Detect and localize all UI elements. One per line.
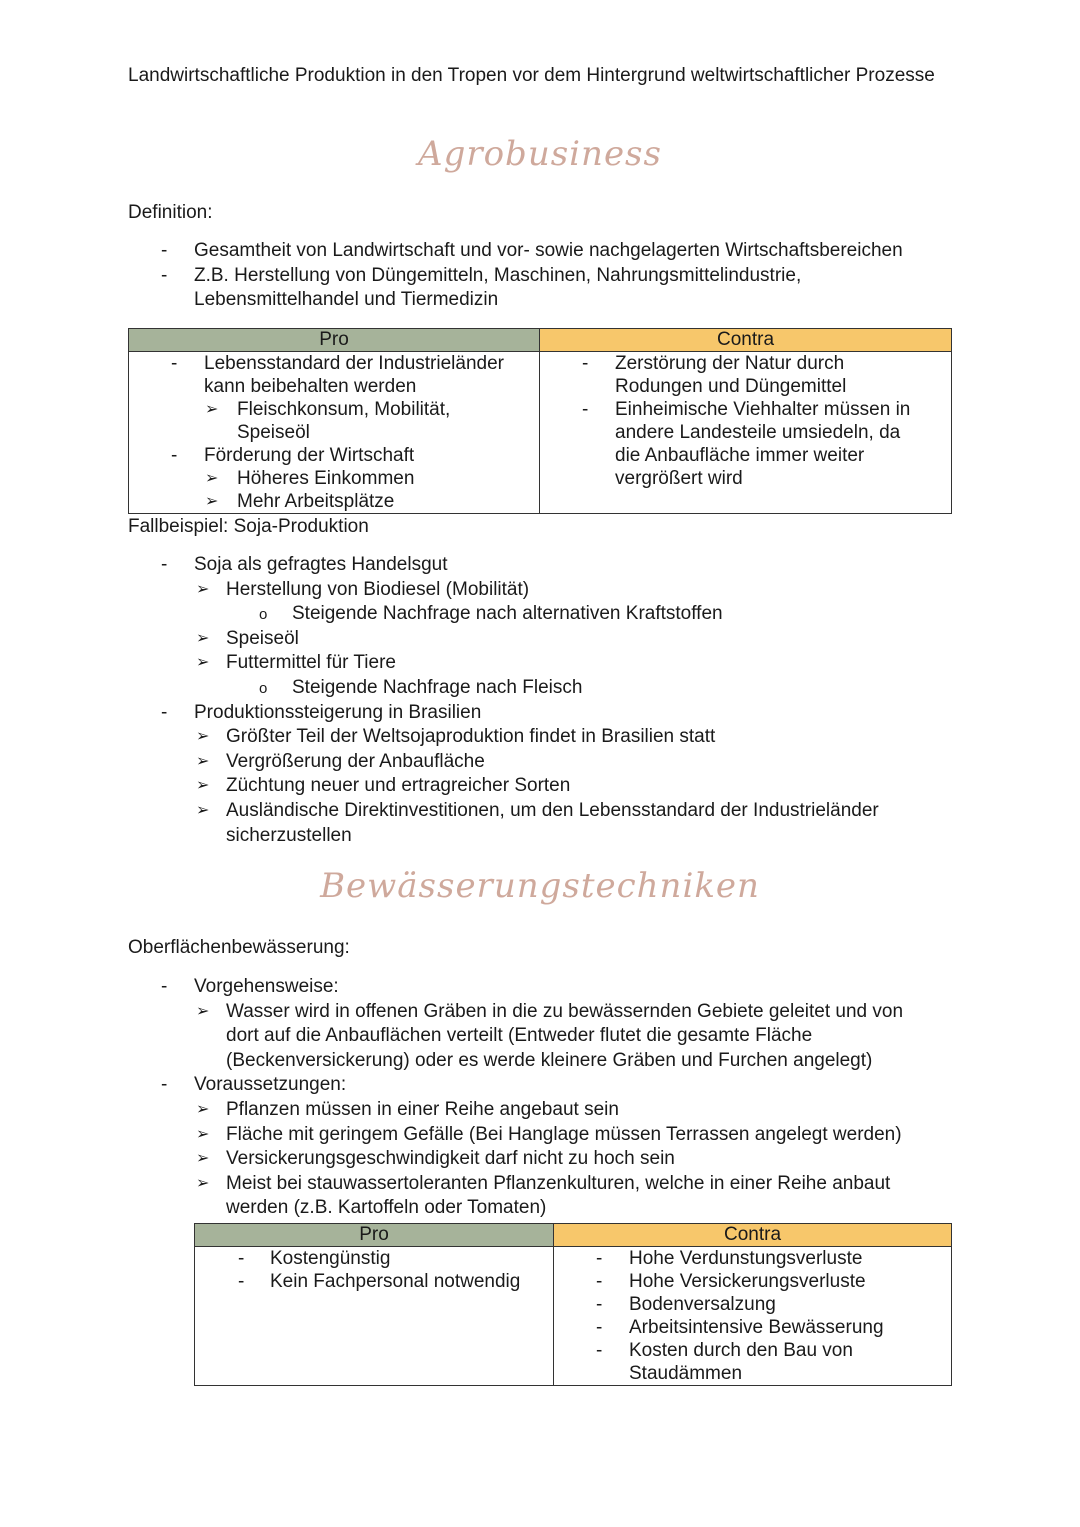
list-item: - Vorgehensweise: [161,976,339,997]
contra-item: - Hohe Versickerungsverluste [596,1271,866,1292]
contra-header: Contra [554,1224,952,1247]
pro-item: - Lebensstandard der Industrieländer kann beibehalten werden [171,353,504,397]
list-subitem: ➢ Fläche mit geringem Gefälle (Bei Hanglage müssen Terrassen angelegt werden) [196,1123,902,1145]
case-study-list [128,553,1028,848]
surface-irrigation-label: Oberflächenbewässerung: [128,937,350,958]
pro-item: - Kostengünstig [238,1248,391,1269]
contra-item: - Kosten durch den Bau von Staudämmen [596,1340,853,1384]
case-study-label: Fallbeispiel: Soja-Produktion [128,516,369,537]
list-subitem: ➢ Größter Teil der Weltsojaproduktion findet in Brasilien statt [196,726,716,748]
contra-header: Contra [540,329,952,352]
pro-header: Pro [129,329,540,352]
definition-label: Definition: [128,202,213,223]
list-subitem: ➢ Wasser wird in offenen Gräben in die zu bewässernden Gebiete geleitet und von dort auf die Anbauflächen verteilt (Entweder flutet die gesamte Fläche (Beckenversickerung) oder es werde kleinere Gräben und Furchen angelegt) [196,1000,904,1071]
list-item: - Gesamtheit von Landwirtschaft und vor- sowie nachgelagerten Wirtschaftsbereichen [161,240,903,261]
pro-item: - Förderung der Wirtschaft [171,445,415,466]
contra-cell [554,1247,952,1386]
list-item: - Voraussetzungen: [161,1074,347,1096]
contra-item: - Bodenversalzung [596,1294,776,1315]
list-subitem: ➢ Züchtung neuer und ertragreicher Sorten [196,775,571,797]
pro-cell [195,1247,554,1386]
list-subitem: ➢ Versickerungsgeschwindigkeit darf nicht zu hoch sein [196,1148,675,1170]
list-subitem: ➢ Pflanzen müssen in einer Reihe angebaut sein [196,1098,619,1120]
list-item-continuation: Lebensmittelhandel und Tiermedizin [194,289,499,311]
list-subitem: ➢ Speiseöl [196,627,299,649]
section-heading-irrigation: Bewässerungstechniken [320,866,760,906]
contra-item: - Einheimische Viehhalter müssen in andere Landesteile umsiedeln, da die Anbaufläche immer weiter vergrößert wird [582,399,911,489]
contra-item: - Arbeitsintensive Bewässerung [596,1317,884,1338]
pro-contra-table-irrigation [194,1223,952,1386]
pro-subitem: ➢ Höheres Einkommen [205,468,415,489]
contra-item: - Hohe Verdunstungsverluste [596,1248,863,1269]
definition-list [128,239,1008,313]
section-heading-agrobusiness: Agrobusiness [418,134,662,174]
pro-contra-table-agrobusiness [128,328,952,514]
list-subitem: ➢ Vergrößerung der Anbaufläche [196,750,485,772]
list-subsubitem: o Steigende Nachfrage nach Fleisch [259,676,583,698]
pro-subitem: ➢ Mehr Arbeitsplätze [205,491,395,512]
list-subitem: ➢ Herstellung von Biodiesel (Mobilität) [196,578,530,600]
irrigation-list [128,975,1028,1221]
list-item: - Soja als gefragtes Handelsgut [161,554,448,575]
pro-subitem: ➢ Fleischkonsum, Mobilität, Speiseöl [205,399,451,443]
list-item: - Z.B. Herstellung von Düngemitteln, Maschinen, Nahrungsmittelindustrie, [161,264,802,286]
list-subitem: ➢ Meist bei stauwassertoleranten Pflanzenkulturen, welche in einer Reihe anbaut werden (z.B. Kartoffeln oder Tomaten) [196,1172,891,1219]
list-subitem: ➢ Futtermittel für Tiere [196,652,396,674]
contra-cell [540,352,952,514]
pro-item: - Kein Fachpersonal notwendig [238,1271,521,1292]
list-subsubitem: o Steigende Nachfrage nach alternativen Kraftstoffen [259,603,723,625]
pro-cell [129,352,540,514]
list-item: - Produktionssteigerung in Brasilien [161,701,482,723]
contra-item: - Zerstörung der Natur durch Rodungen und Düngemittel [582,353,847,397]
pro-header: Pro [195,1224,554,1247]
list-subitem: ➢ Ausländische Direktinvestitionen, um den Lebensstandard der Industrieländer sicherzustellen [196,799,879,846]
document-title: Landwirtschaftliche Produktion in den Tropen vor dem Hintergrund weltwirtschaftlicher Prozesse [128,65,935,86]
